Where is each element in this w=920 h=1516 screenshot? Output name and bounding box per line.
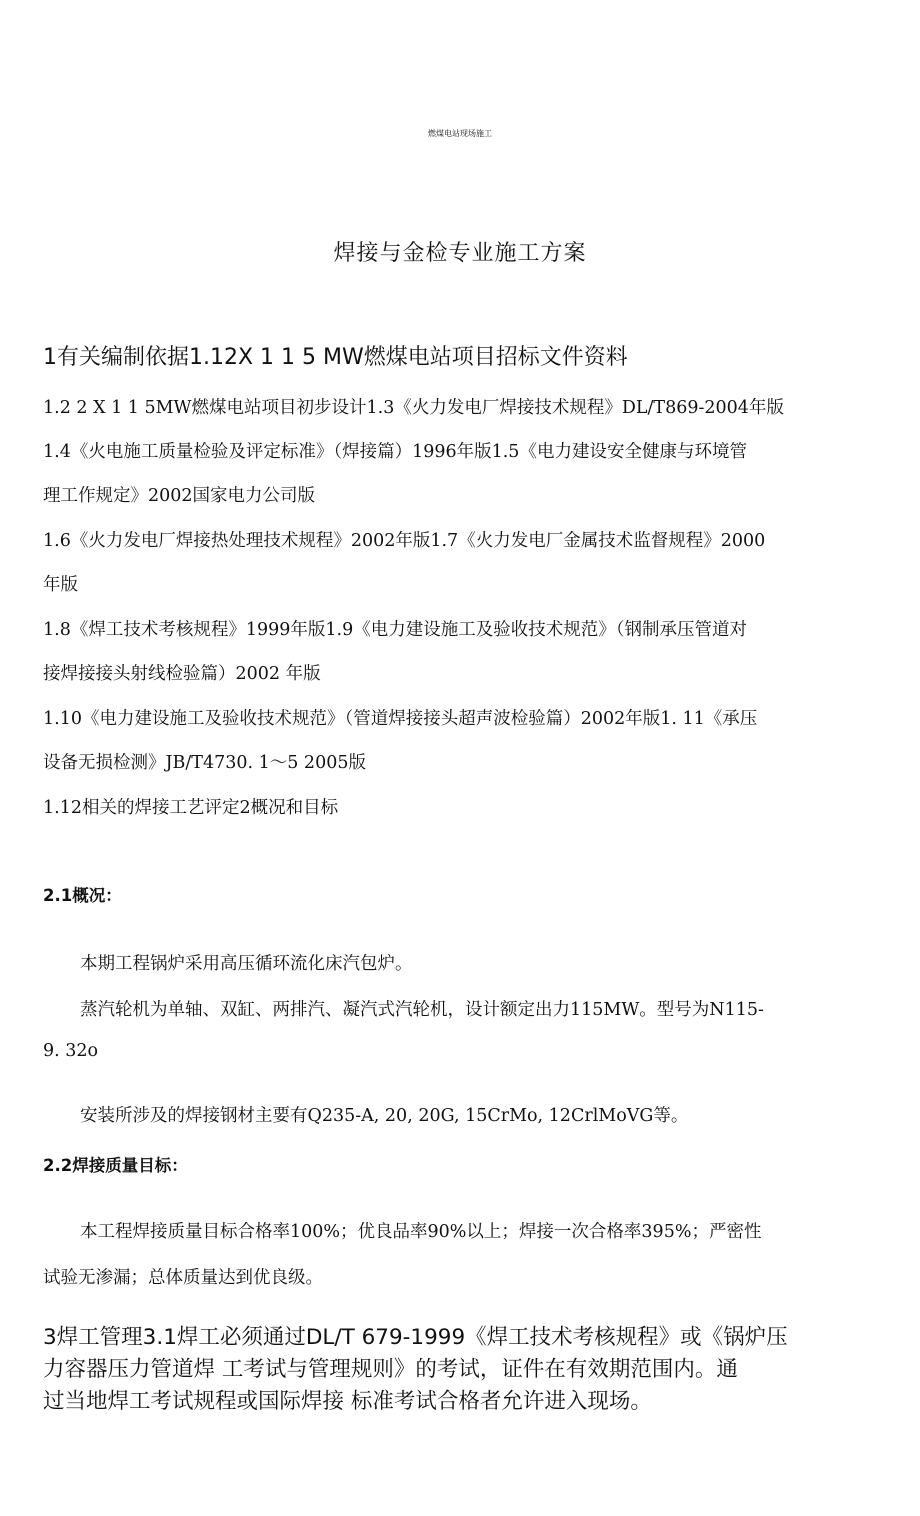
section1-line: 1.6《火力发电厂焊接热处理技术规程》2002年版1.7《火力发电厂金属技术监督规程》2000	[43, 531, 766, 551]
paragraph-continuation: 9. 32o	[43, 1041, 99, 1061]
paragraph: 本工程焊接质量目标合格率100%；优良品率90%以上；焊接一次合格率395%；严密性	[80, 1222, 762, 1242]
document-subtitle: 燃煤电站现场施工	[428, 129, 492, 138]
section1-line: 理工作规定》2002国家电力公司版	[43, 486, 316, 506]
paragraph: 蒸汽轮机为单轴、双缸、两排汽、凝汽式汽轮机，设计额定出力115MW。型号为N115-	[80, 1000, 764, 1020]
section1-line: 1.10《电力建设施工及验收技术规范》（管道焊接接头超声波检验篇）2002年版1. 11《承压	[43, 709, 758, 729]
section3-line: 过当地焊工考试规程或国际焊接 标准考试合格者允许进入现场。	[43, 1389, 652, 1414]
section3-line: 力容器压力管道焊 工考试与管理规则》的考试，证件在有效期范围内。通	[43, 1357, 738, 1382]
section-2-2-heading: 2.2焊接质量目标：	[43, 1156, 188, 1175]
section1-heading: 1有关编制依据1.12X 1 1 5 MW燃煤电站项目招标文件资料	[43, 345, 628, 370]
section1-line: 设备无损检测》JB/T4730. 1～5 2005版	[43, 753, 366, 773]
section1-line: 接焊接接头射线检验篇）2002 年版	[43, 664, 321, 684]
paragraph: 安装所涉及的焊接钢材主要有Q235-A, 20, 20G, 15CrMo, 12CrlMoVG等。	[80, 1106, 689, 1126]
section1-line: 1.2 2 X 1 1 5MW燃煤电站项目初步设计1.3《火力发电厂焊接技术规程》DL/T869-2004年版	[43, 398, 784, 418]
section-2-1-heading: 2.1概况：	[43, 886, 122, 905]
section1-line: 1.8《焊工技术考核规程》1999年版1.9《电力建设施工及验收技术规范》（钢制承压管道对	[43, 620, 747, 640]
section1-line: 1.4《火电施工质量检验及评定标准》（焊接篇）1996年版1.5《电力建设安全健康与环境管	[43, 442, 747, 462]
section1-line: 年版	[43, 575, 78, 595]
paragraph: 本期工程锅炉采用高压循环流化床汽包炉。	[80, 954, 413, 974]
section3-line: 3焊工管理3.1焊工必须通过DL/T 679-1999《焊工技术考核规程》或《锅炉压	[43, 1325, 788, 1350]
paragraph-continuation: 试验无渗漏；总体质量达到优良级。	[43, 1268, 323, 1288]
document-title: 焊接与金检专业施工方案	[333, 241, 587, 266]
section1-line: 1.12相关的焊接工艺评定2概况和目标	[43, 798, 339, 818]
